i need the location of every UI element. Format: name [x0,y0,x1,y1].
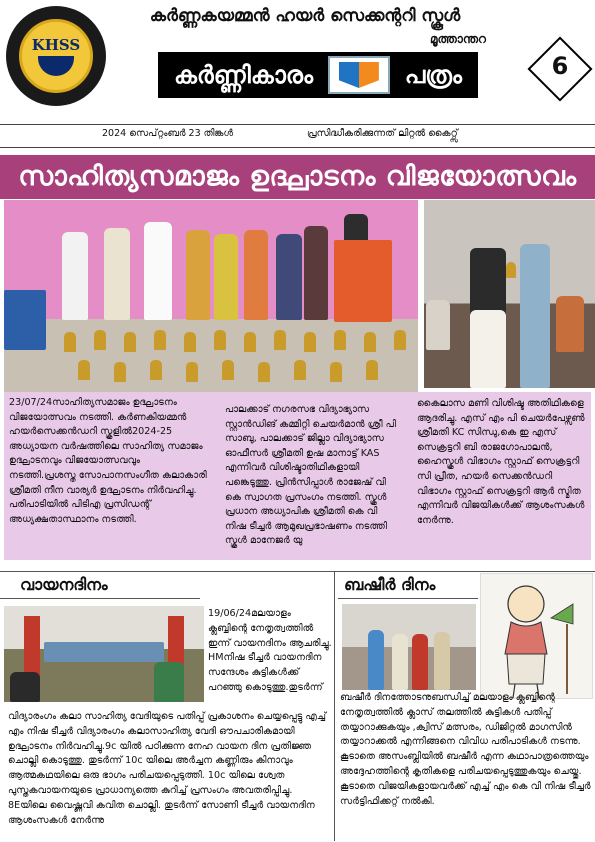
headline: സാഹിത്യസമാജം ഉദ്ഘാടനം വിജയോത്സവം [18,161,577,192]
basheer-day-body: ബഷീർ ദിനത്തോടനുബന്ധിച്ച് മലയാളം ക്ലബ്ബിന്റെ നേതൃത്വത്തിൽ ക്ലാസ് തലത്തിൽ കുട്ടികൾ പതിപ്പ് തയ്യാറാക്കുകയും ,ക്വിസ് മത്സരം, ഡിജിറ്റൽ മാഗസിൻ തയ്യാറാക്കൽ എന്നിങ്ങനെ വിവിധ പരിപാടികൾ നടന്നു. കൂടാതെ അസംബ്ലിയിൽ ബഷീർ എന്ന കഥാപാത്രത്തെയും അദ്ദേഹത്തിന്റെ കൃതികളെ പരിചയപ്പെടുത്തുകയും ചെയ്തു. കൂടാതെ വിജയികളായവർക്ക് എച്ച് എം കെ വി നിഷ ടീച്ചർ സർട്ടിഫിക്കറ്റ് നൽകി. [340,692,591,807]
reading-day-side-text: 19/06/24മലയാളം ക്ലബ്ബിന്റെ നേതൃത്വത്തിൽ ഇന്ന് വായനദിനം ആചരിച്ചു. HMനിഷ ടീച്ചർ വായനദിന സന്ദേശം കുട്ടികൾക്ക് പറഞ്ഞു കൊടുത്തു.തുടർന്ന് [208,608,332,693]
headline-banner [0,155,595,199]
issue-number: 6 [551,52,569,80]
basheer-day-heading-rule [338,598,478,599]
header-rule-top [0,124,595,125]
column-divider [334,571,335,841]
basheer-day-heading: ബഷീർ ദിനം [344,575,436,594]
basheer-day-classroom-photo [342,604,476,690]
basheer-caricature-image [480,573,593,699]
issue-date: 2024 സെപ്റ്റംബർ 23 തിങ്കൾ [102,128,234,139]
section-rule-left [0,571,334,572]
reading-day-body: വിദ്യാരംഗം കലാ സാഹിത്യ വേദിയുടെ പതിപ്പ് പ്രകാശനം ചെയ്യപ്പെട്ടു എച്ച് എം നിഷ ടീച്ചർ വിദ്യാരംഗം കലാസാഹിത്യ വേദി ഔപചാരികമായി ഉദ്ഘാടനം നിർവഹിച്ചു.9c യിൽ പഠിക്കുന്ന നേഹ വായന ദിന പ്രതിജ്ഞ ചൊല്ലി കൊടുത്തു. തുടർന്ന് 10c യിലെ അർച്ചന കണ്ണിരും കിനാവും ആത്മകഥയിലെ ഒരു ഭാഗം പരിചയപ്പെടുത്തി. 10c യിലെ ശ്വേത പുസ്തകവായനയുടെ പ്രാധാന്യത്തെ കുറിച്ച് പ്രസംഗം അവതരിപ്പിച്ചു. 8Eയിലെ വൈഷ്ണവി കവിത ചൊല്ലി. തുടർന്ന് സോണി ടീച്ചർ വായനദിന ആശംസകൾ നേർന്നു [8,711,327,826]
little-kites-logo-icon [328,56,390,94]
article-column-2: പാലക്കാട് നഗരസഭ വിദ്യാഭ്യാസ സ്റ്റാൻഡിങ് കമ്മിറ്റി ചെയർമാൻ ശ്രീ പി സാബു, പാലക്കാട് ജില്ലാ വിദ്യാഭ്യാസ ഓഫീസർ ശ്രീമതി ഉഷ മാനാട്ട് KAS എന്നിവർ വിശിഷ്ടാതിഥികളായി പങ്കെടുത്തു. പ്രിൻസിപ്പാൾ രാജേഷ് വി കെ സ്വാഗത പ്രസംഗം നടത്തി. സ്കൂൾ പ്രധാന അധ്യാപിക ശ്രീമതി കെ വി നിഷ ടീച്ചർ ആമുഖപ്രഭാഷണം നടത്തി സ്കൂൾ മാനേജർ യു [225,404,396,547]
caricature-drawing-icon [481,574,593,699]
logo-text: KHSS [31,36,81,54]
school-place: മൂത്താന്തറ [430,32,487,46]
article-column-3: കൈലാസ മണി വിശിഷ്ട അതിഥികളെ ആദരിച്ചു. എസ് എം പി ചെയർപേഴ്സൺ ശ്രീമതി KC സിന്ധു,കെ ഇ എസ് സെക്രട്ടറി ബി രാജഗോപാലൻ, ഹൈസ്കൂൾ വിഭാഗം സ്റ്റാഫ് സെക്രട്ടറി സി പ്രീത, ഹയർ സെക്കൻഡറി വിഭാഗം സ്റ്റാഫ് സെക്രട്ടറി ആർ സ്മിത എന്നിവർ വിജയികൾക്ക് ആശംസകൾ നേർന്നു. [417,398,585,526]
newspaper-masthead [158,52,478,98]
article-column-1: 23/07/24സാഹിത്യസമാജം ഉദ്ഘാടനം വിജയോത്സവം നടത്തി. കർണകിയമ്മൻ ഹയർസെക്കൻഡറി സ്കൂളിൽ2024-25 അധ്യായന വർഷത്തിലെ സാഹിത്യ സമാജം ഉദ്ഘാടനവും വിജയോത്സവവും നടത്തി.പ്രശസ്ത സോപാനസംഗീത കലാകാരി ശ്രീമതി നീന വാര്യർ ഉദ്ഘാടനം നിർവഹിച്ചു. പരിപാടിയിൽ പിടിഎ പ്രസിഡന്റ് അധ്യക്ഷതാസ്ഥാനം നടത്തി. [9,397,207,525]
masthead-title-right: പത്രം [404,61,462,89]
reading-day-heading: വായനദിനം [20,575,108,594]
masthead-title-left: കർണ്ണികാരം [174,61,314,89]
award-presentation-photo [424,200,595,388]
reading-day-heading-rule [0,598,200,599]
section-rule-right [335,571,595,572]
event-stage-photo [4,200,418,392]
header-rule-bottom [0,147,595,148]
school-logo [6,6,106,106]
logo-crest-icon [38,56,74,76]
publisher-line: പ്രസിദ്ധീകരിക്കുന്നത് ലിറ്റൽ കൈറ്റ്സ് [307,128,458,139]
school-name: കർണ്ണകയമ്മൻ ഹയർ സെക്കന്ററി സ്കൂൾ [149,6,461,26]
reading-day-assembly-photo [4,606,204,702]
